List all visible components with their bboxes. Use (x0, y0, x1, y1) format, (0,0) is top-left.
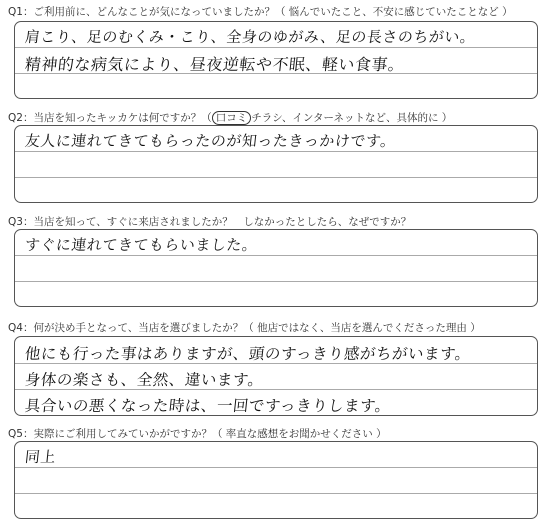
answer-box-2 (14, 125, 538, 203)
answer-box-5 (14, 441, 538, 519)
ruled-line (15, 281, 537, 282)
question-2-label-after: チラシ、インターネットなど、具体的に ） (251, 112, 453, 124)
answer-4-line-3: 具合いの悪くなった時は、一回ですっきりします。 (23, 397, 392, 415)
ruled-line (15, 255, 537, 256)
ruled-line (15, 177, 537, 178)
answer-box-4 (14, 336, 538, 416)
ruled-line (15, 47, 537, 48)
question-5-label: Q5：実際にご利用してみていかがですか？（ 率直な感想をお聞かせください ） (8, 428, 387, 440)
question-1-label: Q1：ご利用前に、どんなことが気になっていましたか？（ 悩んでいたこと、不安に感じていたことなど ） (8, 6, 513, 18)
answer-1-line-2: 精神的な病気により、昼夜逆転や不眠、軽い食事。 (23, 55, 406, 74)
answer-box-3 (14, 229, 538, 307)
question-4-label: Q4：何が決め手となって、当店を選びましたか？（ 他店ではなく、当店を選んでくださった理由 ） (8, 322, 481, 334)
answer-4-line-1: 他にも行った事はありますが、頭のすっきり感がちがいます。 (23, 345, 472, 363)
ruled-line (15, 151, 537, 152)
question-2-label-before: Q2：当店を知ったキッカケは何ですか？（ (8, 112, 212, 124)
answer-5-line-1: 同上 (24, 448, 57, 466)
question-2-circled-option: 口コミ (212, 111, 252, 125)
question-2-label (8, 110, 452, 125)
answer-box-1 (14, 21, 538, 99)
answer-1-line-1: 肩こり、足のむくみ・こり、全身のゆがみ、足の長さのちがい。 (24, 28, 477, 46)
question-3-label: Q3：当店を知って、すぐに来店されましたか？ しなかったとしたら、なぜですか？ (8, 216, 412, 228)
answer-4-line-2: 身体の楽さも、全然、違います。 (23, 371, 265, 389)
answer-2-line-1: 友人に連れてきてもらったのが知ったきっかけです。 (24, 132, 397, 150)
ruled-line (15, 467, 537, 468)
answer-3-line-1: すぐに連れてきてもらいました。 (24, 236, 259, 254)
ruled-line (15, 493, 537, 494)
